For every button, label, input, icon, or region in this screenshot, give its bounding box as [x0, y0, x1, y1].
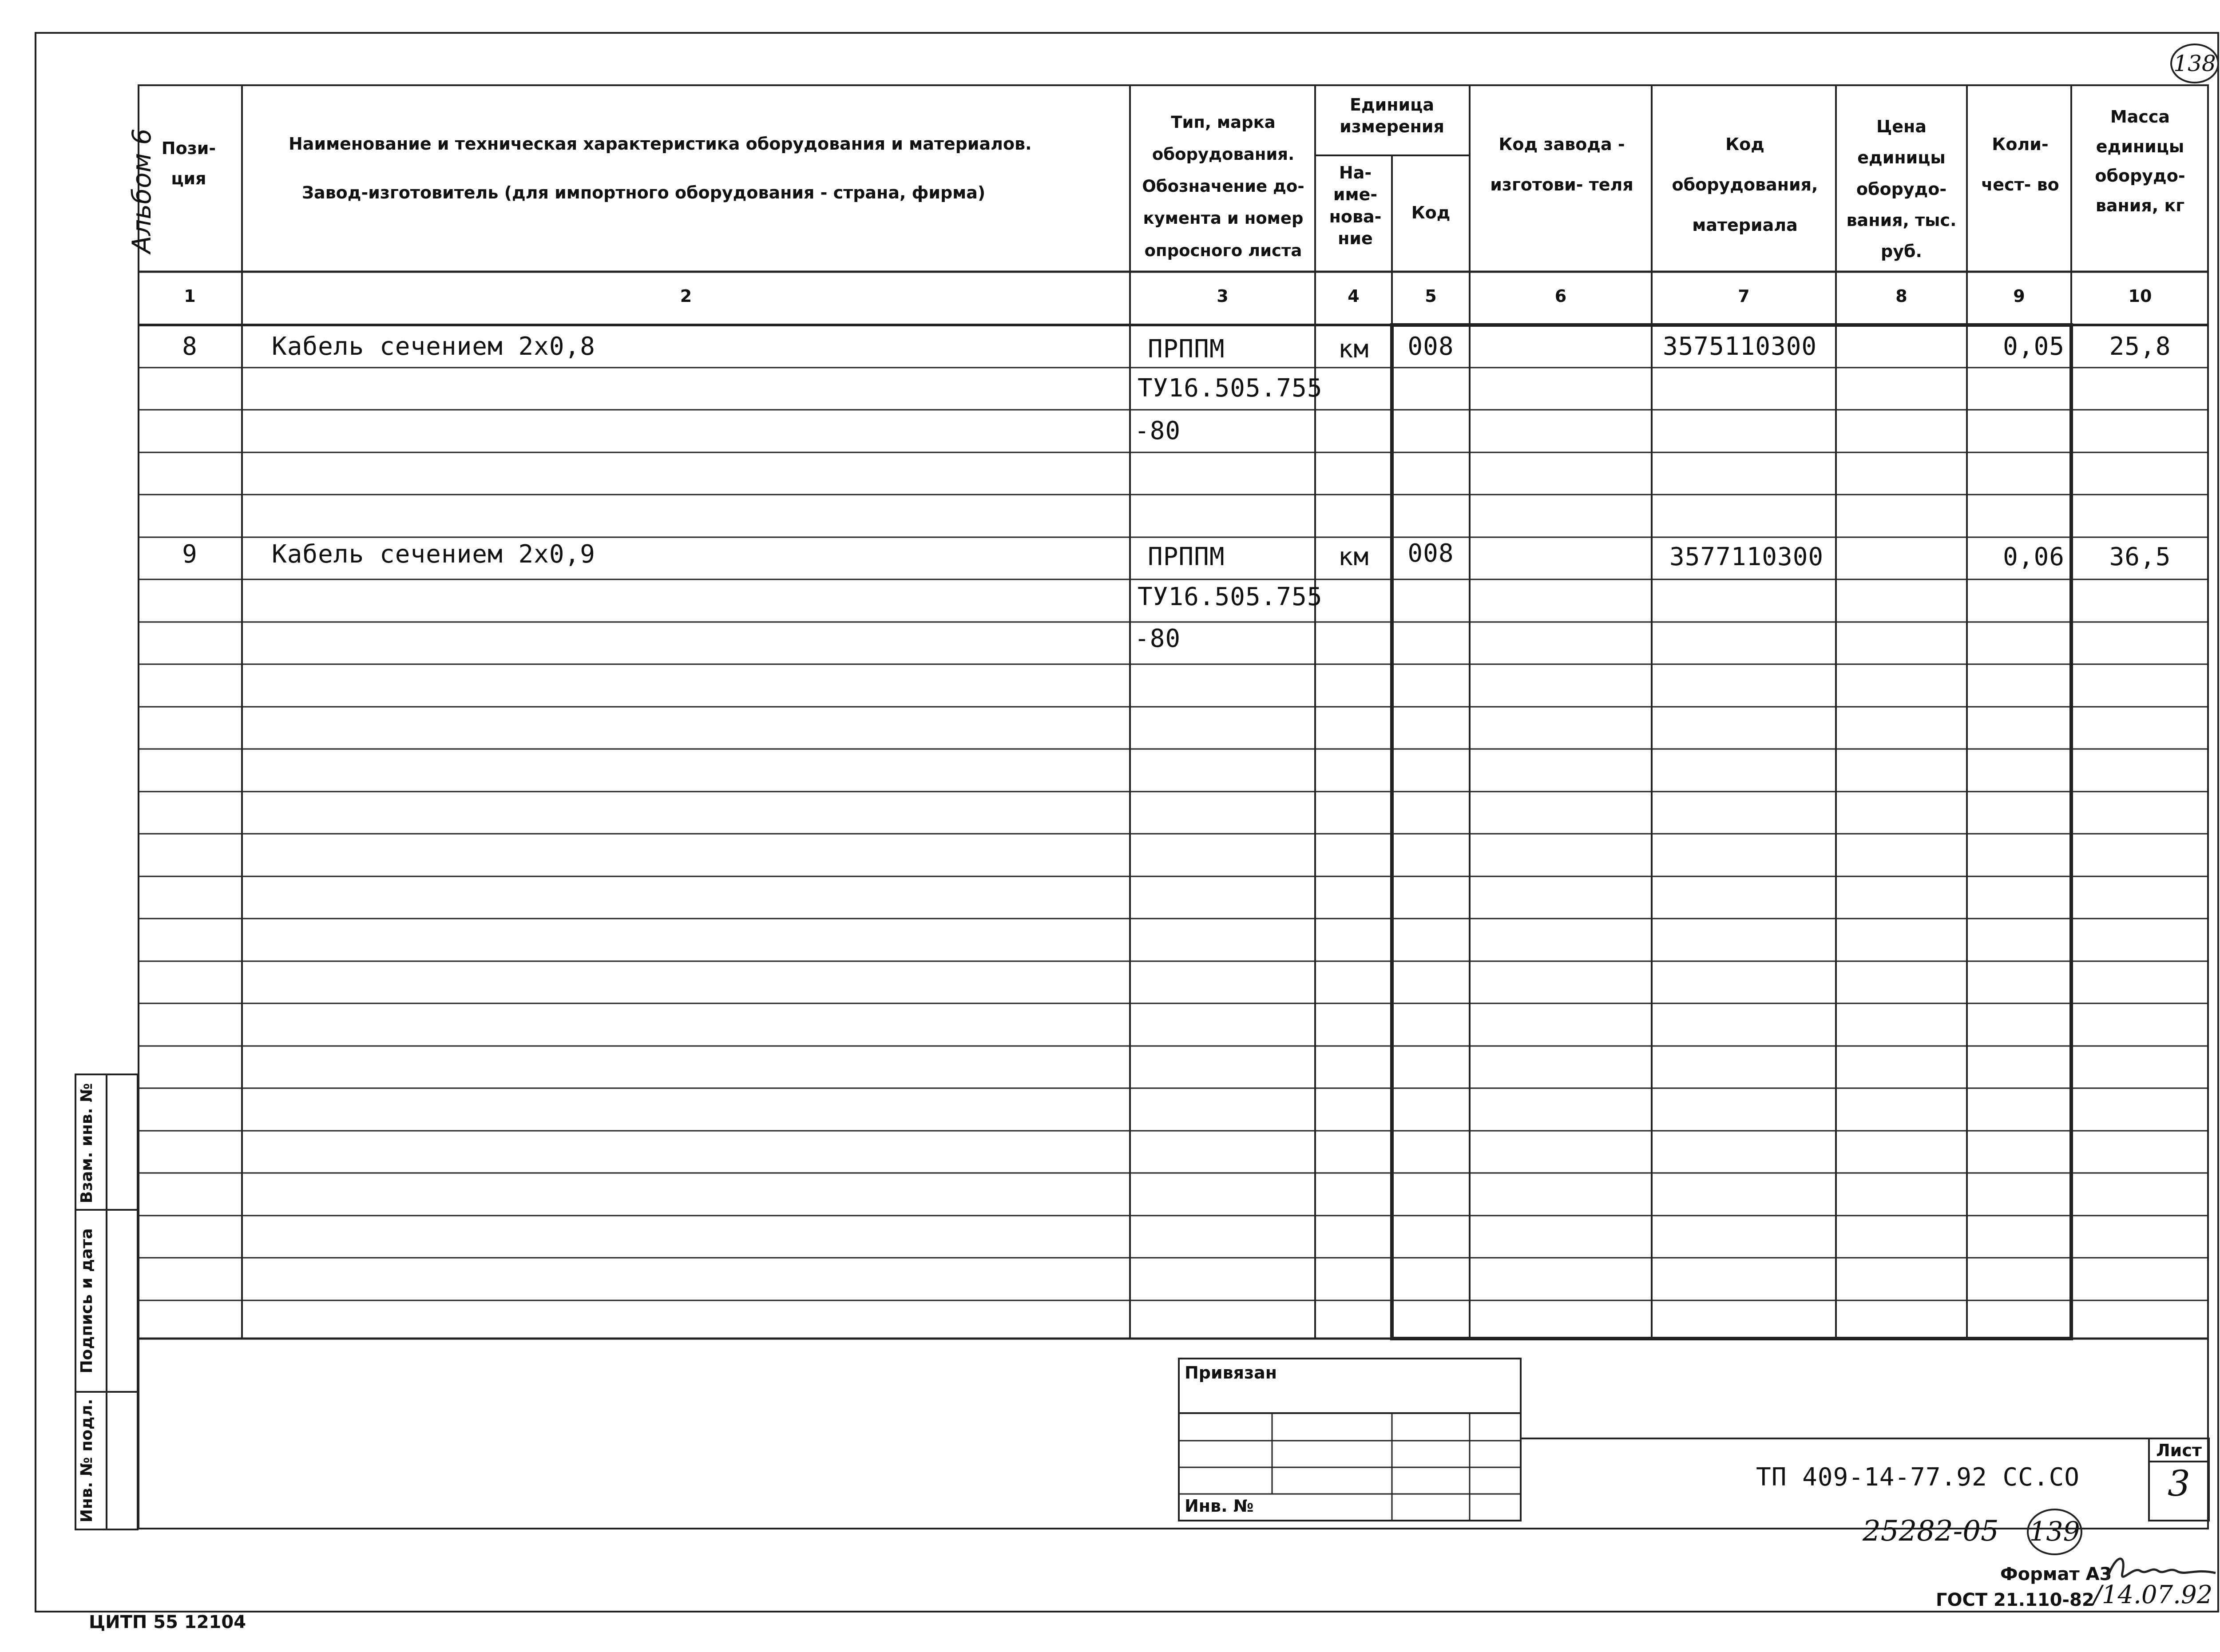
- header-equipment-code: Код оборудования, материала: [1672, 135, 1818, 235]
- column-number: 5: [1425, 286, 1437, 306]
- inv-no-label: Инв. №: [1185, 1496, 1254, 1516]
- corner-sheet-number: 138: [2170, 44, 2219, 83]
- row-type-line: ТУ16.505.755: [1138, 582, 1323, 611]
- header-name-line1: Наименование и техническая характеристика оборудования и материалов.: [289, 134, 1032, 154]
- row-mass: 25,8: [2109, 332, 2171, 361]
- row-position: 9: [182, 540, 198, 569]
- circled-number: 139: [2027, 1509, 2082, 1555]
- column-number: 9: [2013, 286, 2025, 306]
- list-value: 3: [2168, 1463, 2190, 1504]
- format-label: Формат А3: [2000, 1564, 2112, 1585]
- row-equipment-code: 3575110300: [1663, 332, 1817, 361]
- row-quantity: 0,05: [2003, 332, 2065, 361]
- header-unit-code: Код: [1411, 203, 1451, 222]
- header-price: Цена единицы оборудо- вания, тыс. руб.: [1846, 117, 1957, 261]
- column-number: 6: [1554, 286, 1567, 306]
- header-quantity: Коли- чест- во: [1981, 135, 2059, 195]
- gost-label: ГОСТ 21.110-82: [1936, 1590, 2094, 1610]
- row-name: Кабель сечением 2х0,9: [272, 540, 596, 569]
- printer-code: ЦИТП 55 12104: [89, 1612, 246, 1632]
- header-position: Пози- ция: [161, 139, 216, 189]
- stamp-vzam-inv: Взам. инв. №: [78, 1083, 96, 1204]
- row-unit-code: 008: [1407, 539, 1454, 568]
- row-type-line: ТУ16.505.755: [1138, 374, 1323, 403]
- header-mass: Масса единицы оборудо- вания, кг: [2095, 107, 2185, 215]
- row-type-line: -80: [1134, 624, 1181, 653]
- column-number: 4: [1348, 286, 1360, 306]
- handwritten-number: 25282-05: [1863, 1515, 1999, 1548]
- row-type-line: ПРППМ: [1148, 335, 1225, 364]
- header-type: Тип, марка оборудования. Обозначение до- кумента и номер опросного листа: [1142, 113, 1304, 260]
- document-code: ТП 409-14-77.92 СС.СО: [1756, 1463, 2080, 1492]
- row-type-line: ПРППМ: [1148, 543, 1225, 571]
- row-unit: км: [1338, 335, 1369, 364]
- row-name: Кабель сечением 2х0,8: [272, 332, 596, 361]
- column-number: 7: [1738, 286, 1750, 306]
- column-number: 3: [1217, 286, 1229, 306]
- list-label: Лист: [2156, 1441, 2202, 1460]
- album-label: Альбом 6: [127, 128, 157, 254]
- row-position: 8: [182, 332, 198, 361]
- signature-date: /14.07.92: [2093, 1581, 2213, 1609]
- row-unit-code: 008: [1407, 332, 1454, 361]
- row-equipment-code: 3577110300: [1669, 543, 1824, 571]
- header-unit-name: На- име- нова- ние: [1329, 163, 1382, 249]
- header-factory-code: Код завода - изготови- теля: [1490, 135, 1633, 195]
- column-number: 2: [680, 286, 692, 306]
- stamp-podpis-data: Подпись и дата: [78, 1228, 96, 1374]
- column-number: 1: [184, 286, 196, 306]
- row-quantity: 0,06: [2003, 543, 2065, 571]
- column-number: 8: [1895, 286, 1907, 306]
- stamp-inv-podl: Инв. № подл.: [78, 1398, 96, 1523]
- row-unit: км: [1338, 543, 1369, 571]
- column-number: 10: [2128, 286, 2152, 306]
- header-unit-group: Единица измерения: [1340, 95, 1444, 137]
- row-mass: 36,5: [2109, 543, 2171, 571]
- header-name-line2: Завод-изготовитель (для импортного оборудования - страна, фирма): [302, 183, 986, 202]
- row-type-line: -80: [1134, 416, 1181, 445]
- privyazan-label: Привязан: [1185, 1363, 1277, 1383]
